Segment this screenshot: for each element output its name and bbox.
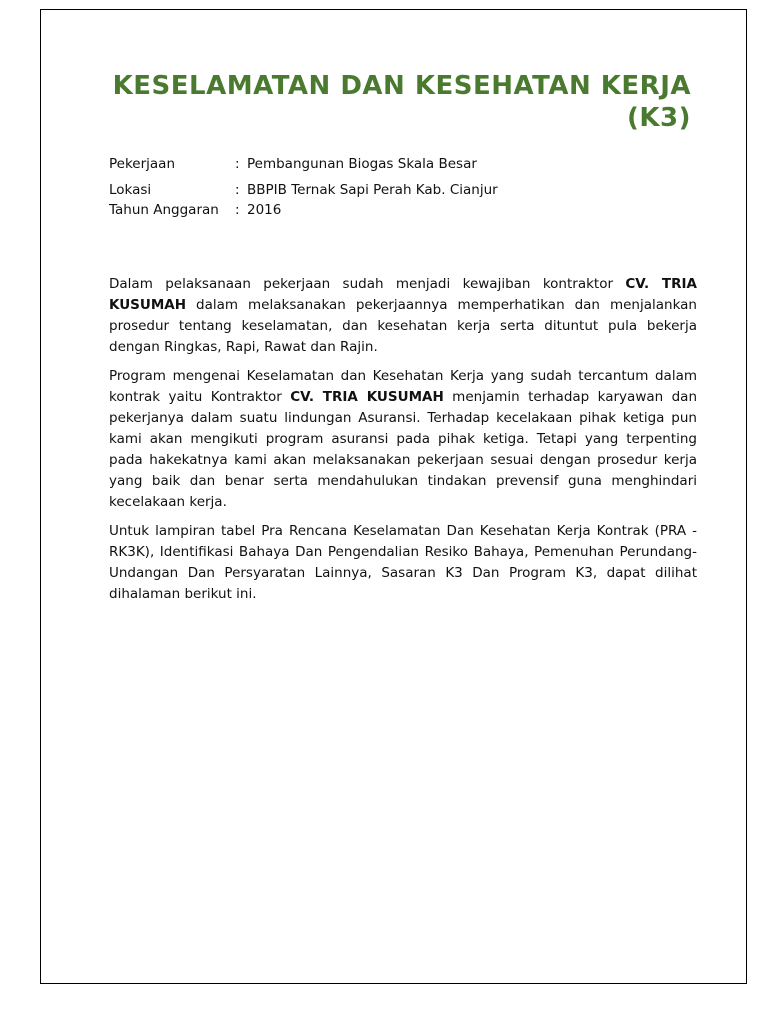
paragraph-1 [109, 274, 697, 358]
paragraph-text: menjamin terhadap karyawan dan pekerjanya dalam suatu lindungan Asuransi. Terhadap kecelakaan pihak ketiga pun kami akan mengikuti program asuransi pada pihak ketiga. Tetapi yang terpenting pada hakekatnya kami akan melaksanakan pekerjaan sesuai dengan prosedur kerja yang baik dan benar serta mendahulukan tindakan prevensif guna menghindari kecelakaan kerja. [109, 389, 698, 510]
contractor-name: CV. TRIA KUSUMAH [109, 276, 697, 313]
meta-row-pekerjaan [109, 154, 689, 174]
meta-value: 2016 [247, 202, 282, 218]
document-title: KESELAMATAN DAN KESEHATAN KERJA (K3) [112, 71, 691, 133]
paragraph-2 [109, 366, 697, 513]
document-body [109, 274, 697, 613]
meta-value: Pembangunan Biogas Skala Besar [247, 156, 477, 172]
paragraph-text: dalam melaksanakan pekerjaannya memperhatikan dan menjalankan prosedur tentang keselamatan, dan kesehatan kerja serta dituntut pula bekerja dengan Ringkas, Rapi, Rawat dan Rajin. [109, 297, 697, 355]
meta-row-tahun-anggaran [109, 200, 689, 220]
paragraph-text: Program mengenai Keselamatan dan Kesehatan Kerja yang sudah tercantum dalam kontrak yaitu Kontraktor [109, 368, 697, 405]
meta-separator: : [235, 182, 240, 198]
contractor-name: CV. TRIA KUSUMAH [290, 389, 444, 405]
document-page [40, 9, 747, 984]
meta-label: Tahun Anggaran [109, 202, 219, 218]
meta-value: BBPIB Ternak Sapi Perah Kab. Cianjur [247, 182, 498, 198]
meta-row-lokasi [109, 180, 689, 200]
meta-label: Lokasi [109, 182, 152, 198]
project-info [109, 154, 689, 220]
meta-label: Pekerjaan [109, 156, 176, 172]
meta-separator: : [235, 202, 240, 218]
paragraph-3: Untuk lampiran tabel Pra Rencana Keselamatan Dan Kesehatan Kerja Kontrak (PRA - RK3K), Identifikasi Bahaya Dan Pengendalian Resiko Bahaya, Pemenuhan Perundang-Undangan Dan Persyaratan Lainnya, Sasaran K3 Dan Program K3, dapat dilihat dihalaman berikut ini. [109, 523, 697, 602]
paragraph-text: Dalam pelaksanaan pekerjaan sudah menjadi kewajiban kontraktor [109, 276, 626, 292]
meta-separator: : [235, 156, 240, 172]
